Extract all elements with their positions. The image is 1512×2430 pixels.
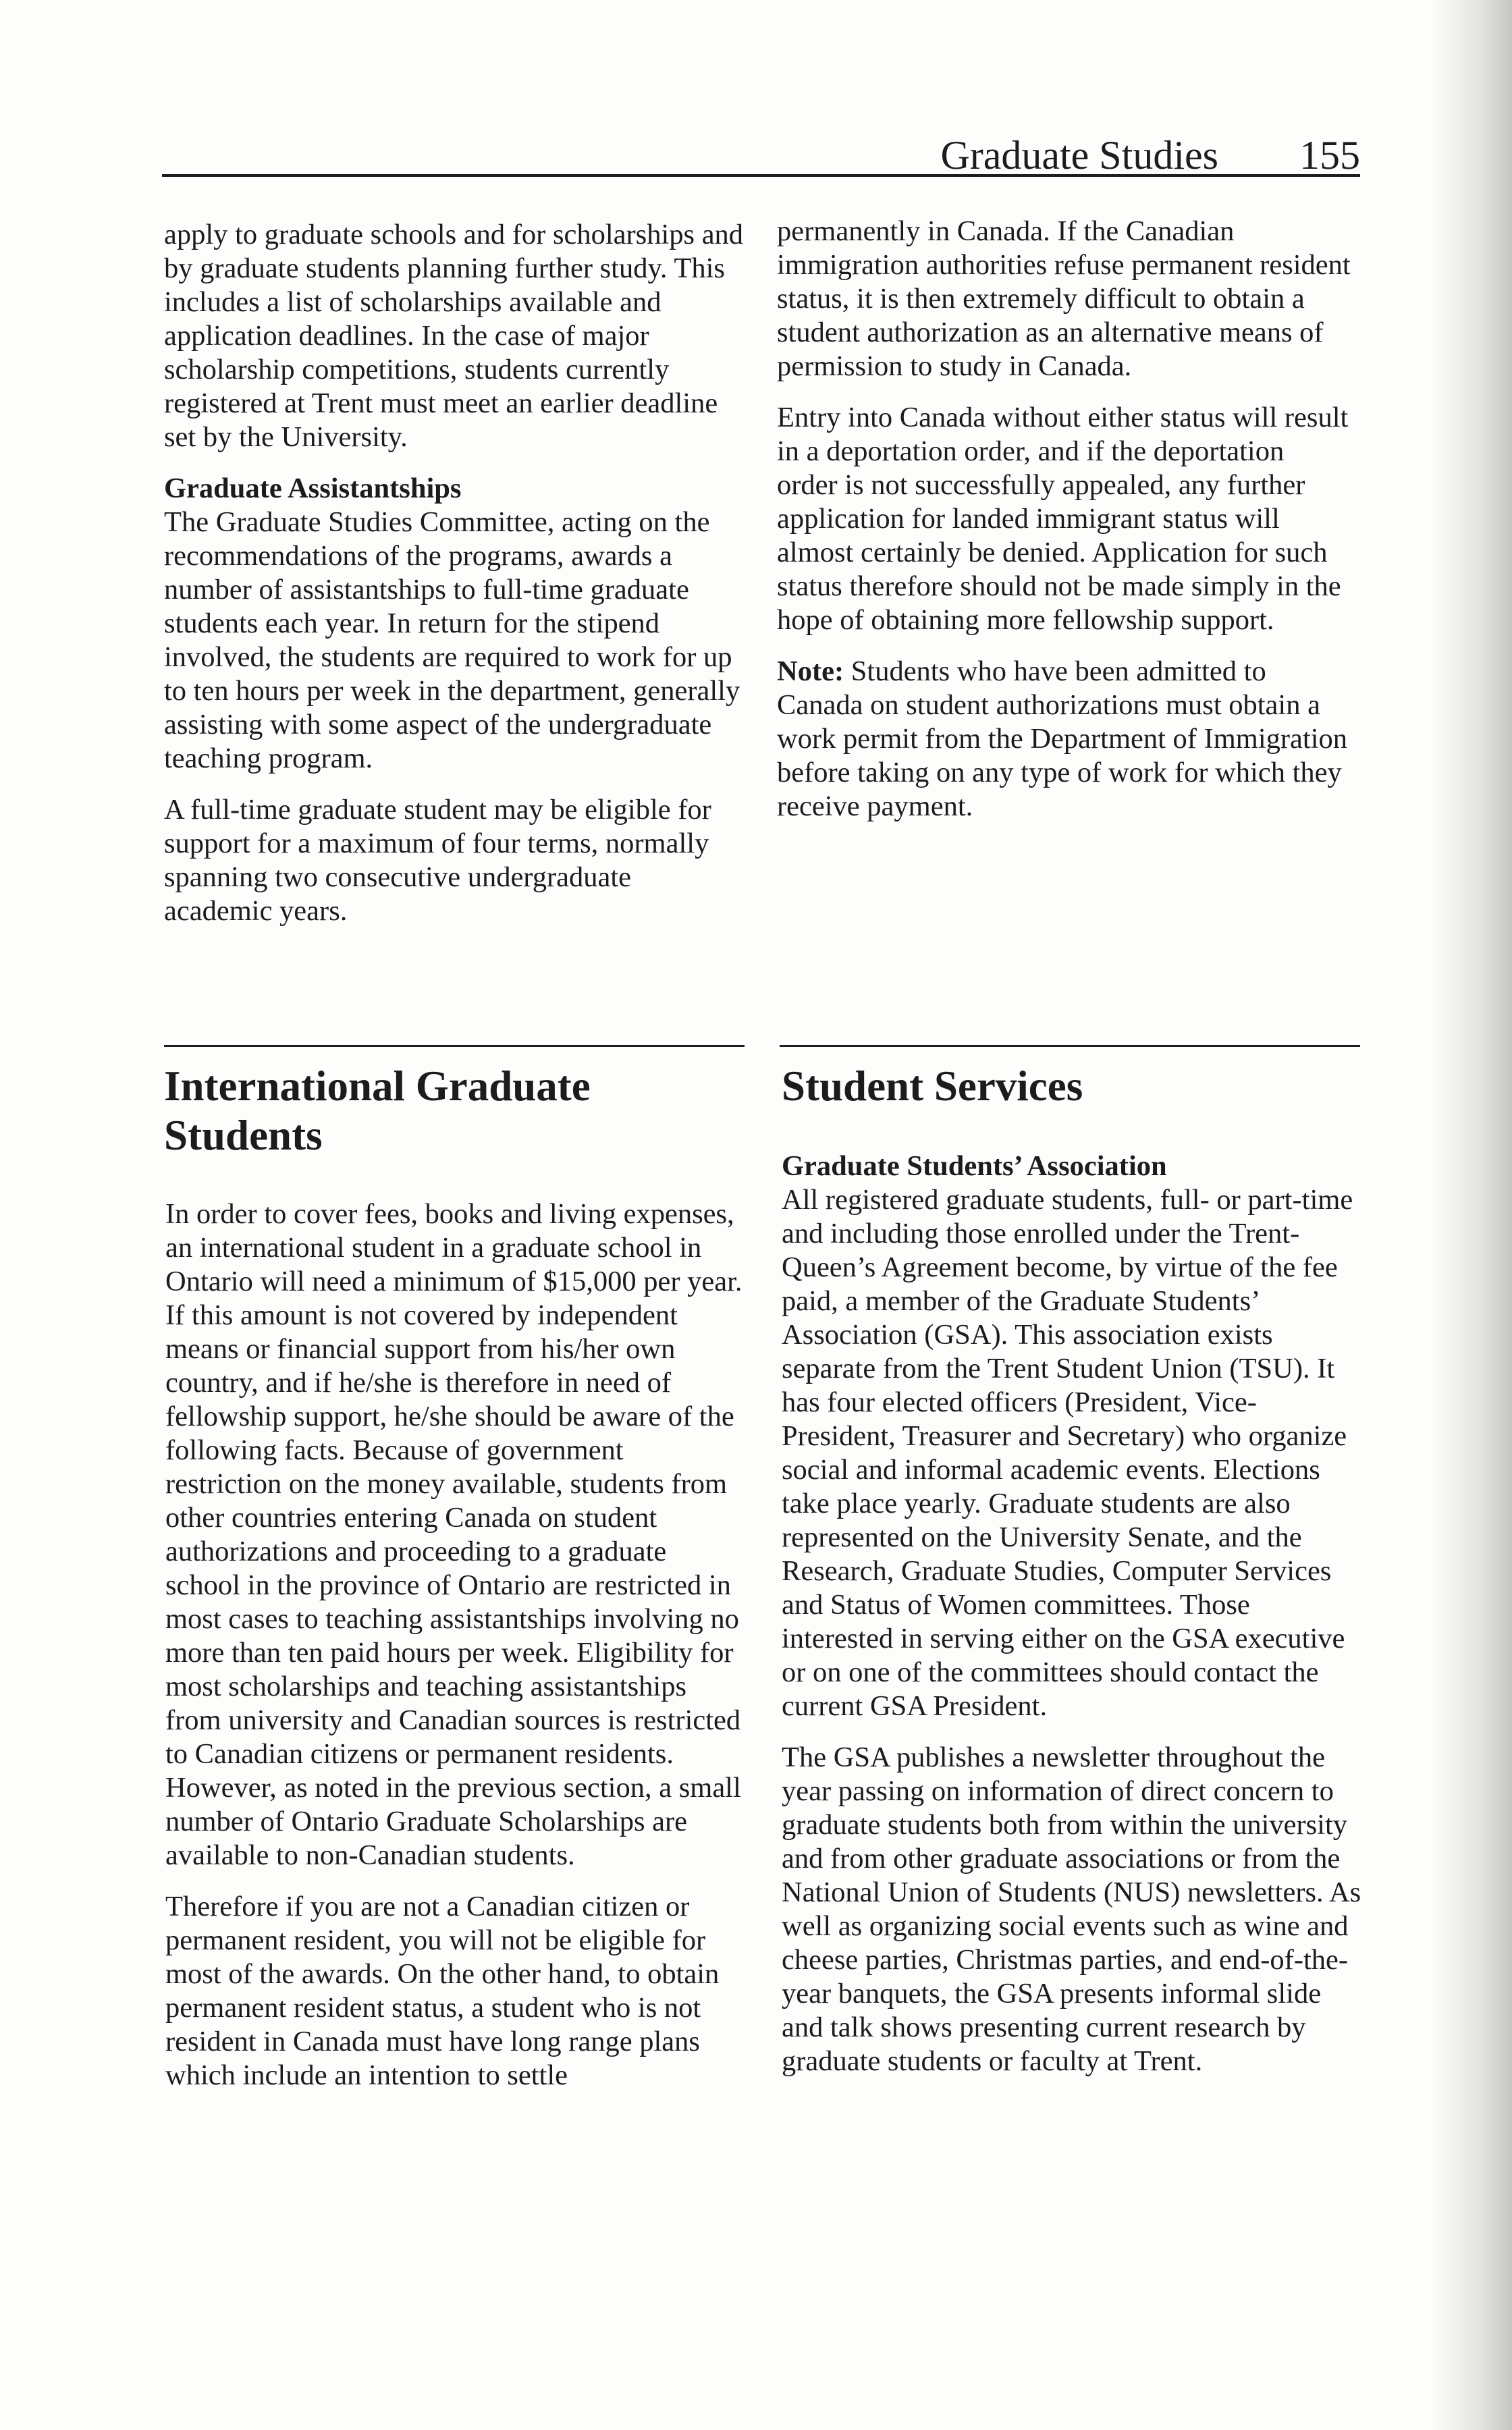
student-services-heading: Student Services <box>782 1062 1083 1110</box>
right-column-top <box>777 215 1351 824</box>
running-header-title: Graduate Studies <box>940 133 1218 178</box>
permanent-residence-paragraph: permanently in Canada. If the Canadian immigration authorities refuse permanent resident status, it is then extremely difficult to obtain a student authorization as an alternative means of permission to study in Canada. <box>777 215 1351 382</box>
assistantships-paragraph: The Graduate Studies Committee, acting on the recommendations of the programs, awards a number of assistantships to full-time graduate students each year. In return for the stipend involved, the students are required to work for up to ten hours per week in the department, generally assisting with some aspect of the undergraduate teaching program. <box>164 506 740 774</box>
gsa-membership-paragraph: All registered graduate students, full- or part-time and including those enrolled under the Trent-Queen’s Agreement become, by virtue of the fee paid, a member of the Graduate Students’ Association (GSA). This association exists separate from the Trent Student Union (TSU). It has four elected officers (President, Vice-President, Treasurer and Secretary) who organize social and informal academic events. Elections take place yearly. Graduate students are also represented on the University Senate, and the Research, Graduate Studies, Computer Services and Status of Women committees. Those interested in serving either on the GSA executive or on one of the committees should contact the current GSA President. <box>782 1184 1353 1722</box>
note-label: Note: <box>777 655 844 687</box>
international-graduate-students-heading: International Graduate Students <box>164 1062 591 1159</box>
international-costs-paragraph: In order to cover fees, books and living expenses, an international student in a graduate school in Ontario will need a minimum of $15,000 per year. If this amount is not covered by independent means or financial support from his/her own country, and if he/she is therefore in need of fellowship support, he/she should be aware of the following facts. Because of government restriction on the money available, students from other countries entering Canada on student authorizations and proceeding to a graduate school in the province of Ontario are restricted in most cases to teaching assistantships involving no more than ten paid hours per week. Eligibility for most scholarships and teaching assistantships from university and Canadian sources is restricted to Canadian citizens or permanent residents. However, as noted in the previous section, a small number of Ontario Graduate Scholarships are available to non-Canadian students. <box>165 1198 742 1871</box>
header-rule <box>162 174 1360 177</box>
graduate-students-association-subhead: Graduate Students’ Association <box>782 1150 1167 1182</box>
section-rule-right <box>780 1045 1360 1047</box>
left-column-top <box>164 218 745 928</box>
support-terms-paragraph: A full-time graduate student may be eligible for support for a maximum of four terms, normally spanning two consecutive undergraduate academic years. <box>164 794 711 927</box>
note-text: Students who have been admitted to Canada on student authorizations must obtain a work permit from the Department of Immigration before taking on any type of work for which they receive payment. <box>777 655 1348 822</box>
international-eligibility-paragraph: Therefore if you are not a Canadian citizen or permanent resident, you will not be eligible for most of the awards. On the other hand, to obtain permanent resident status, a student who is not resident in Canada must have long range plans which include an intention to settle <box>165 1891 720 2091</box>
graduate-assistantships-subhead: Graduate Assistantships <box>164 473 462 504</box>
page-edge-shadow <box>1431 0 1512 2430</box>
international-students-section <box>165 1197 746 2092</box>
scholarship-info-paragraph: apply to graduate schools and for scholarships and by graduate students planning further study. This includes a list of scholarships available and application deadlines. In the case of major scholarship competitions, students currently registered at Trent must meet an earlier deadline set by the University. <box>164 219 744 453</box>
student-services-section <box>782 1150 1362 2078</box>
running-header <box>162 108 1360 176</box>
page-number: 155 <box>1299 133 1360 178</box>
work-permit-note <box>777 655 1351 824</box>
deportation-paragraph: Entry into Canada without either status will result in a deportation order, and if the deportation order is not successfully appealed, any further application for landed immigrant status will almost certainly be denied. Application for such status therefore should not be made simply in the hope of obtaining more fellowship support. <box>777 402 1349 636</box>
section-rule-left <box>164 1045 745 1047</box>
gsa-newsletter-paragraph: The GSA publishes a newsletter throughout the year passing on information of direct concern to graduate students both from within the university and from other graduate associations or from the National Union of Students (NUS) newsletters. As well as organizing social events such as wine and cheese parties, Christmas parties, and end-of-the-year banquets, the GSA presents informal slide and talk shows presenting current research by graduate students or faculty at Trent. <box>782 1742 1361 2077</box>
